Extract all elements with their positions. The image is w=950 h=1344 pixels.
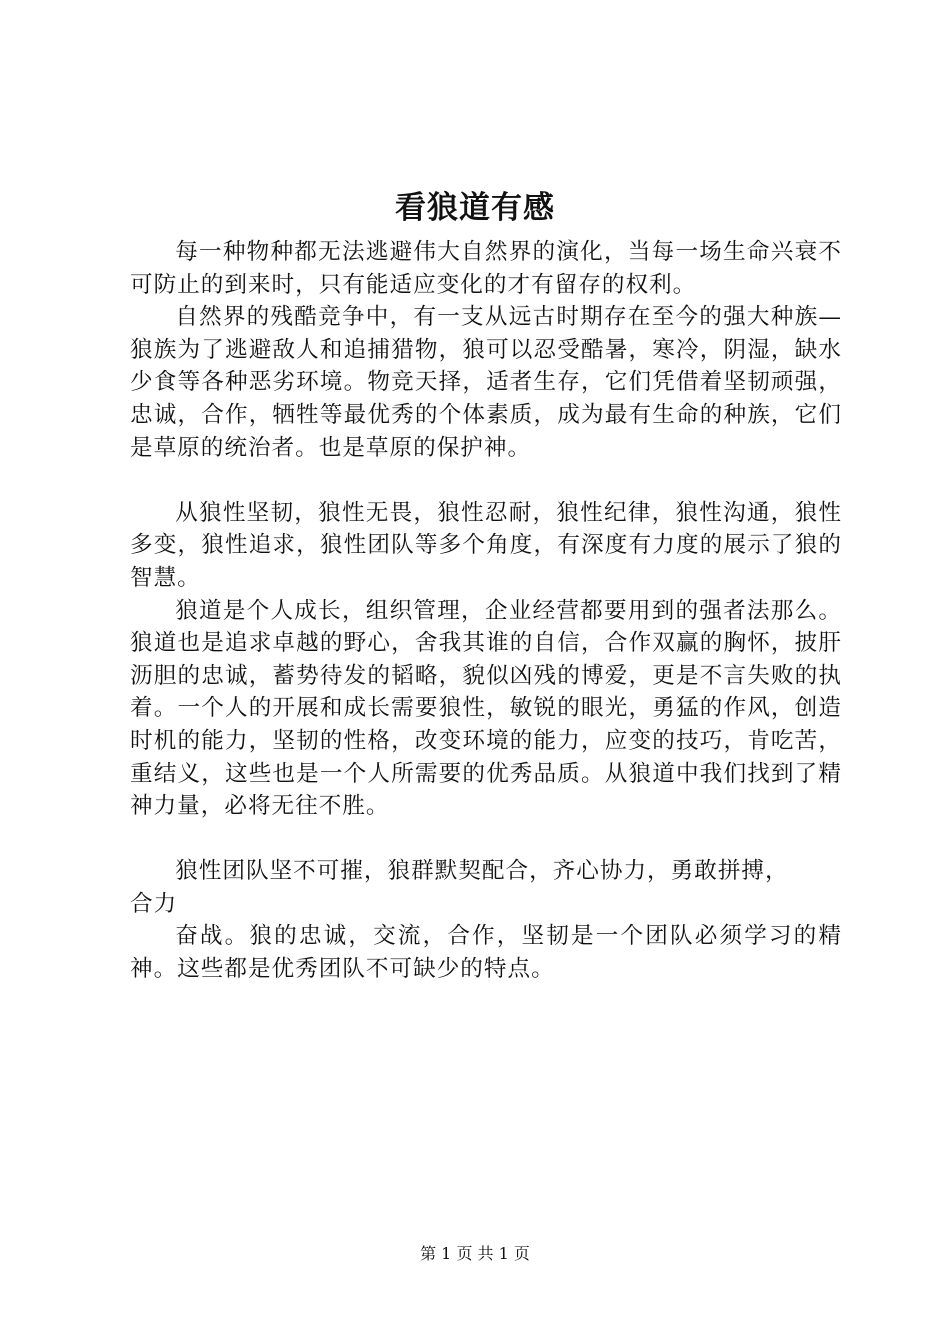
paragraph-2: 自然界的残酷竞争中，有一支从远古时期存在至今的强大种族—狼族为了逃避敌人和追捕猎物，狼可以忍受酷暑，寒冷，阴湿，缺水少食等各种恶劣环境。物竞天择，适者生存，它们凭借着坚韧顽强，忠诚，合作，牺牲等最优秀的个体素质，成为最有生命的种族，它们是草原的统治者。也是草原的保护神。 [130, 304, 842, 461]
paragraph-5: 狼性团队坚不可摧，狼群默契配合，齐心协力，勇敢拼搏， [175, 858, 789, 885]
document-body [130, 236, 842, 986]
paragraph-5-continuation: 合力 [130, 890, 178, 917]
document-title: 看狼道有感 [395, 190, 555, 226]
paragraph-gap [130, 823, 842, 856]
page-footer: 第 1 页 共 1 页 [420, 1244, 530, 1263]
paragraph-4: 狼道是个人成长，组织管理，企业经营都要用到的强者法那么。狼道也是追求卓越的野心，舍我其谁的自信，合作双赢的胸怀，披肝沥胆的忠诚，蓄势待发的韬略，貌似凶残的博爱，更是不言失败的执着。一个人的开展和成长需要狼性，敏锐的眼光，勇猛的作风，创造时机的能力，坚韧的性格，改变环境的能力，应变的技巧，肯吃苦，重结义，这些也是一个人所需要的优秀品质。从狼道中我们找到了精神力量，必将无往不胜。 [130, 597, 842, 820]
paragraph-gap [130, 464, 842, 497]
paragraph-1: 每一种物种都无法逃避伟大自然界的演化，当每一场生命兴衰不可防止的到来时，只有能适应变化的才有留存的权利。 [130, 239, 842, 298]
paragraph-6: 奋战。狼的忠诚，交流，合作，坚韧是一个团队必须学习的精神。这些都是优秀团队不可缺少的特点。 [130, 923, 842, 983]
paragraph-3: 从狼性坚韧，狼性无畏，狼性忍耐，狼性纪律，狼性沟通，狼性多变，狼性追求，狼性团队等多个角度，有深度有力度的展示了狼的智慧。 [130, 499, 842, 591]
